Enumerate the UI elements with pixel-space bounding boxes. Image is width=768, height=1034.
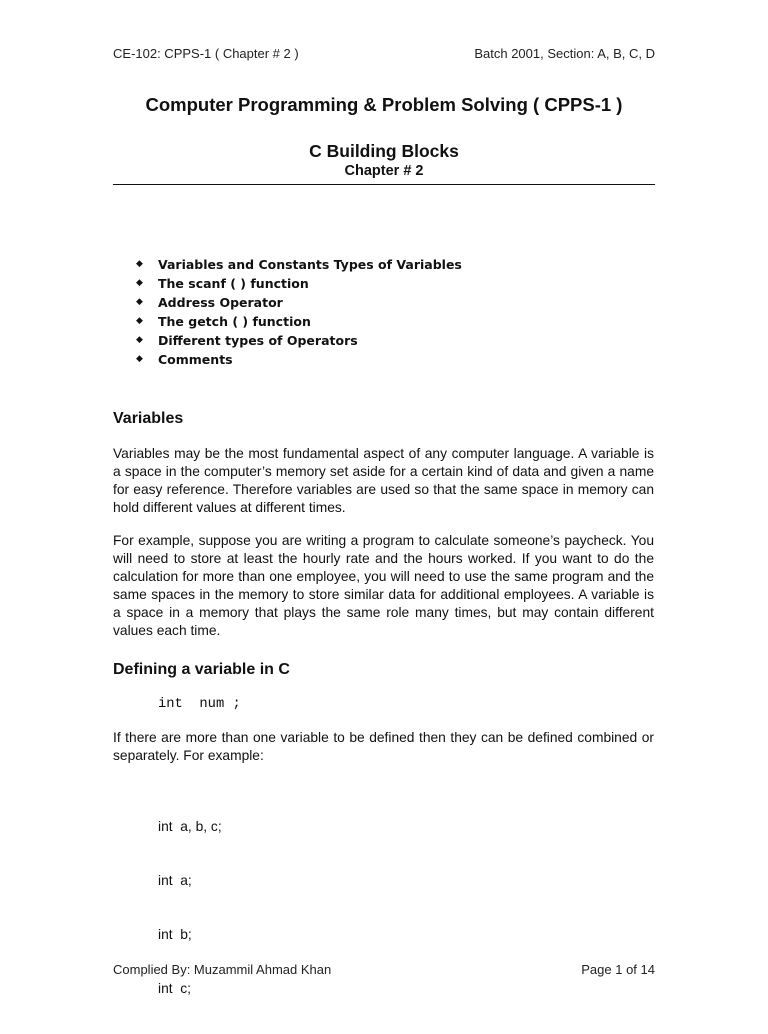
document-subtitle: C Building Blocks (309, 141, 459, 161)
list-item (136, 331, 462, 350)
list-item (136, 255, 462, 274)
document-title: Computer Programming & Problem Solving ( CPPS-1 ) (145, 94, 623, 115)
code-snippet-single: int num ; (158, 697, 241, 712)
code-line: int b; (158, 927, 192, 942)
list-item (136, 274, 462, 293)
code-snippet-multiple (158, 782, 222, 1034)
defining-paragraph: If there are more than one variable to be defined then they can be defined combined or separately. For example: (113, 730, 654, 763)
header-batch-label: Batch 2001, Section: A, B, C, D (474, 46, 655, 61)
list-item (136, 312, 462, 331)
topic-label: Address Operator (158, 295, 283, 310)
diamond-bullet-icon: ◆ (136, 335, 143, 345)
title-divider (113, 184, 655, 185)
variables-paragraph-1: Variables may be the most fundamental aspect of any computer language. A variable is a space in the computer’s memory set aside for a certain kind of data and given a name for easy reference. Therefore variables are used so that the same space in memory can hold different values at different times. (113, 446, 654, 515)
topic-label: Variables and Constants Types of Variables (158, 257, 462, 272)
variables-paragraph-2: For example, suppose you are writing a program to calculate someone’s paycheck. You will need to store at least the hourly rate and the hours worked. If you want to do the calculation for more than one employee, you will need to use the same program and the same spaces in the memory to store similar data for additional employees. A variable is a space in a memory that plays the same role many times, but may contain different values each time. (113, 533, 654, 638)
list-item (136, 293, 462, 312)
header-course-label: CE-102: CPPS-1 ( Chapter # 2 ) (113, 46, 299, 61)
diamond-bullet-icon: ◆ (136, 259, 143, 269)
chapter-label: Chapter # 2 (344, 163, 424, 179)
footer-author: Complied By: Muzammil Ahmad Khan (113, 962, 332, 977)
diamond-bullet-icon: ◆ (136, 297, 143, 307)
list-item (136, 350, 462, 369)
topic-label: The getch ( ) function (158, 314, 311, 329)
diamond-bullet-icon: ◆ (136, 278, 143, 288)
page-footer (113, 962, 655, 977)
page-header (113, 46, 655, 61)
topics-list (136, 255, 462, 369)
defining-variable-heading: Defining a variable in C (113, 661, 290, 678)
code-line: int c; (158, 981, 191, 996)
diamond-bullet-icon: ◆ (136, 354, 143, 364)
topic-label: Different types of Operators (158, 333, 358, 348)
topic-label: Comments (158, 352, 233, 367)
variables-heading: Variables (113, 410, 184, 427)
code-line: int a, b, c; (158, 819, 222, 834)
code-line: int a; (158, 873, 192, 888)
footer-page-number: Page 1 of 14 (581, 962, 655, 977)
diamond-bullet-icon: ◆ (136, 316, 143, 326)
topic-label: The scanf ( ) function (158, 276, 309, 291)
